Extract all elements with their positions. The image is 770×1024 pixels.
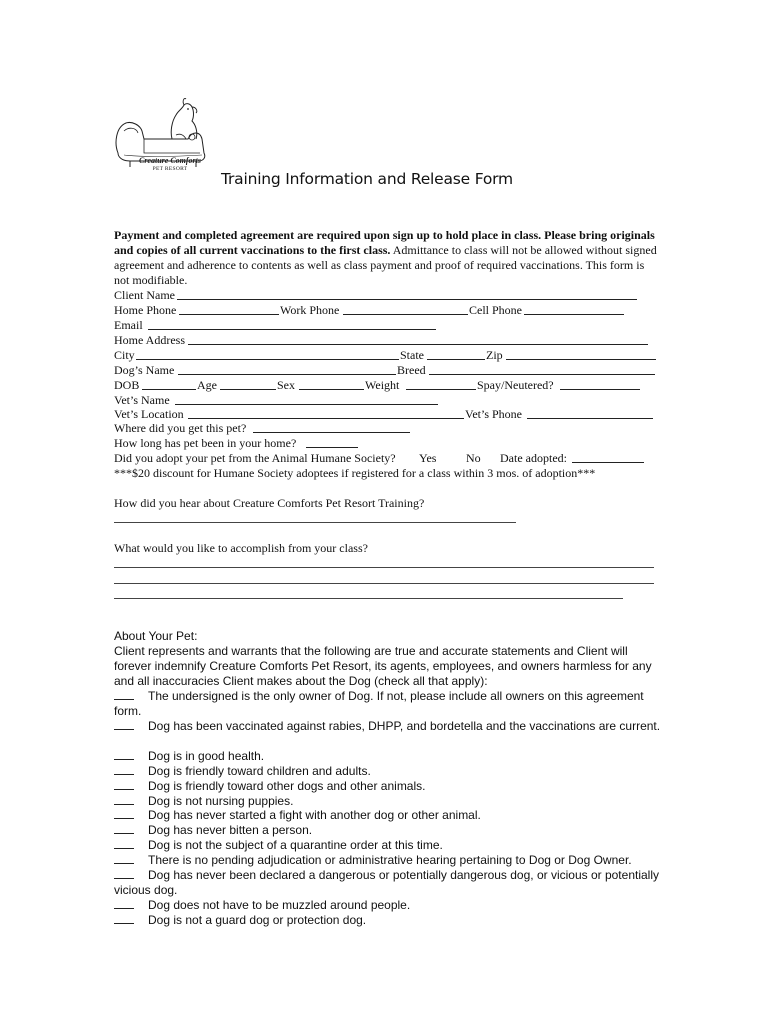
checklist-item-text: There is no pending adjudication or administrative hearing pertaining to Dog or Dog Owner.	[148, 853, 632, 867]
work-phone-label: Work Phone	[280, 303, 340, 317]
home-address-row	[114, 333, 659, 348]
form-title: Training Information and Release Form	[221, 170, 513, 188]
checklist-item-text: Dog is in good health.	[148, 749, 265, 763]
intro-normal-text: Admittance to class will not be allowed without signed agreement and adherence to contents as well as class payment and proof of required vaccinations. This form is not modifiable.	[114, 243, 657, 287]
checklist-item	[114, 838, 664, 853]
work-phone-field[interactable]	[343, 303, 468, 315]
how-long-field[interactable]	[306, 436, 358, 448]
home-address-field[interactable]	[188, 333, 648, 345]
how-long-label: How long has pet been in your home?	[114, 436, 297, 450]
where-get-pet-label: Where did you get this pet?	[114, 421, 247, 435]
checkbox-blank[interactable]	[114, 898, 134, 909]
vets-name-label: Vet’s Name	[114, 393, 170, 407]
about-heading: About Your Pet:	[114, 629, 198, 643]
checkbox-blank[interactable]	[114, 913, 134, 924]
dogs-name-row	[114, 363, 659, 378]
date-adopted-label: Date adopted:	[500, 451, 567, 465]
checklist-item	[114, 808, 664, 823]
checklist-item	[114, 913, 664, 928]
dob-row	[114, 378, 659, 393]
weight-field[interactable]	[406, 378, 476, 390]
accomplish-question: What would you like to accomplish from your class?	[114, 541, 368, 555]
checklist-item	[114, 764, 664, 779]
checkbox-blank[interactable]	[114, 749, 134, 760]
weight-label: Weight	[365, 378, 400, 392]
client-name-field[interactable]	[177, 288, 637, 300]
spay-neutered-field[interactable]	[560, 378, 640, 390]
zip-field[interactable]	[506, 348, 656, 360]
humane-society-row	[114, 451, 659, 466]
checklist-item	[114, 689, 664, 719]
vets-name-field[interactable]	[175, 393, 438, 405]
cell-phone-label: Cell Phone	[469, 303, 522, 317]
humane-society-label: Did you adopt your pet from the Animal Humane Society?	[114, 451, 396, 465]
sex-label: Sex	[277, 378, 295, 392]
intro-paragraph	[114, 228, 659, 288]
dogs-name-field[interactable]	[178, 363, 396, 375]
checklist-item-text: Dog has never started a fight with another dog or other animal.	[148, 808, 481, 822]
vets-phone-label: Vet’s Phone	[465, 407, 522, 421]
checkbox-blank[interactable]	[114, 719, 134, 730]
hear-about-answer-line[interactable]	[114, 522, 516, 523]
home-phone-field[interactable]	[179, 303, 279, 315]
state-field[interactable]	[427, 348, 485, 360]
accomplish-answer-line-3[interactable]	[114, 598, 623, 599]
humane-no-option[interactable]: No	[466, 451, 481, 465]
about-statement: Client represents and warrants that the following are true and accurate statements and Client will forever indemnify Creature Comforts Pet Resort, its agents, employees, and owners harmless for any and all inaccuracies Client makes about the Dog (check all that apply):	[114, 644, 652, 688]
checkbox-blank[interactable]	[114, 779, 134, 790]
checklist-item	[114, 868, 664, 898]
checkbox-blank[interactable]	[114, 853, 134, 864]
age-field[interactable]	[220, 378, 276, 390]
email-row	[114, 318, 659, 333]
checklist-item-text: Dog has been vaccinated against rabies, DHPP, and bordetella and the vaccinations are current.	[148, 719, 661, 733]
how-long-row	[114, 436, 659, 451]
checklist-item-text: Dog is friendly toward children and adults.	[148, 764, 371, 778]
dob-label: DOB	[114, 378, 140, 392]
email-field[interactable]	[148, 318, 436, 330]
humane-yes-option[interactable]: Yes	[419, 451, 437, 465]
checklist-item	[114, 794, 664, 809]
checklist-item	[114, 823, 664, 838]
sex-field[interactable]	[299, 378, 364, 390]
client-name-label: Client Name	[114, 288, 175, 302]
discount-note	[114, 466, 659, 481]
vets-location-row	[114, 407, 659, 422]
email-label: Email	[114, 318, 143, 332]
hear-about-question: How did you hear about Creature Comforts Pet Resort Training?	[114, 496, 425, 510]
checklist-item-text: Dog is not the subject of a quarantine order at this time.	[148, 838, 443, 852]
breed-field[interactable]	[429, 363, 655, 375]
client-name-row	[114, 288, 659, 303]
date-adopted-field[interactable]	[572, 451, 644, 463]
checkbox-blank[interactable]	[114, 808, 134, 819]
vets-phone-field[interactable]	[527, 407, 653, 419]
vets-location-label: Vet’s Location	[114, 407, 184, 421]
checklist-item-text: Dog is not nursing puppies.	[148, 794, 294, 808]
checklist-item-text: The undersigned is the only owner of Dog. If not, please include all owners on this agreement form.	[114, 689, 644, 718]
checkbox-blank[interactable]	[114, 764, 134, 775]
cell-phone-field[interactable]	[524, 303, 624, 315]
phone-row	[114, 303, 659, 318]
logo-subtitle: PET RESORT	[152, 166, 188, 172]
checklist-item	[114, 749, 664, 764]
where-get-pet-row	[114, 421, 659, 436]
discount-text: ***$20 discount for Humane Society adoptees if registered for a class within 3 mos. of adoption***	[114, 466, 596, 480]
checklist-item-text: Dog has never bitten a person.	[148, 823, 313, 837]
accomplish-answer-line-2[interactable]	[114, 583, 654, 584]
checkbox-blank[interactable]	[114, 689, 134, 700]
dob-field[interactable]	[142, 378, 196, 390]
checklist-item-text: Dog does not have to be muzzled around people.	[148, 898, 411, 912]
checklist-item	[114, 898, 664, 913]
vets-name-row	[114, 393, 659, 408]
home-address-label: Home Address	[114, 333, 185, 347]
checklist-item-text: Dog is friendly toward other dogs and other animals.	[148, 779, 426, 793]
checkbox-blank[interactable]	[114, 794, 134, 805]
checkbox-blank[interactable]	[114, 868, 134, 879]
vets-location-field[interactable]	[188, 407, 464, 419]
accomplish-answer-line-1[interactable]	[114, 567, 654, 568]
city-field[interactable]	[136, 348, 399, 360]
checklist-item	[114, 719, 664, 734]
checkbox-blank[interactable]	[114, 838, 134, 849]
breed-label: Breed	[397, 363, 426, 377]
checklist-item	[114, 779, 664, 794]
home-phone-label: Home Phone	[114, 303, 177, 317]
checklist-item-text: Dog has never been declared a dangerous or potentially dangerous dog, or vicious or potentially vicious dog.	[114, 868, 659, 897]
logo-name: Creature Comforts	[138, 156, 201, 165]
checklist-item-text: Dog is not a guard dog or protection dog.	[148, 913, 367, 927]
age-label: Age	[197, 378, 217, 392]
dogs-name-label: Dog’s Name	[114, 363, 175, 377]
intro-bold-text: Payment and completed agreement are required upon sign up to hold place in class. Please bring originals and copies of all current vaccinations to the first class.	[114, 228, 655, 257]
spay-neutered-label: Spay/Neutered?	[477, 378, 554, 392]
where-get-pet-field[interactable]	[253, 421, 410, 433]
checklist-item	[114, 853, 664, 868]
city-row	[114, 348, 659, 363]
state-label: State	[400, 348, 424, 362]
checkbox-blank[interactable]	[114, 823, 134, 834]
zip-label: Zip	[486, 348, 503, 362]
city-label: City	[114, 348, 135, 362]
